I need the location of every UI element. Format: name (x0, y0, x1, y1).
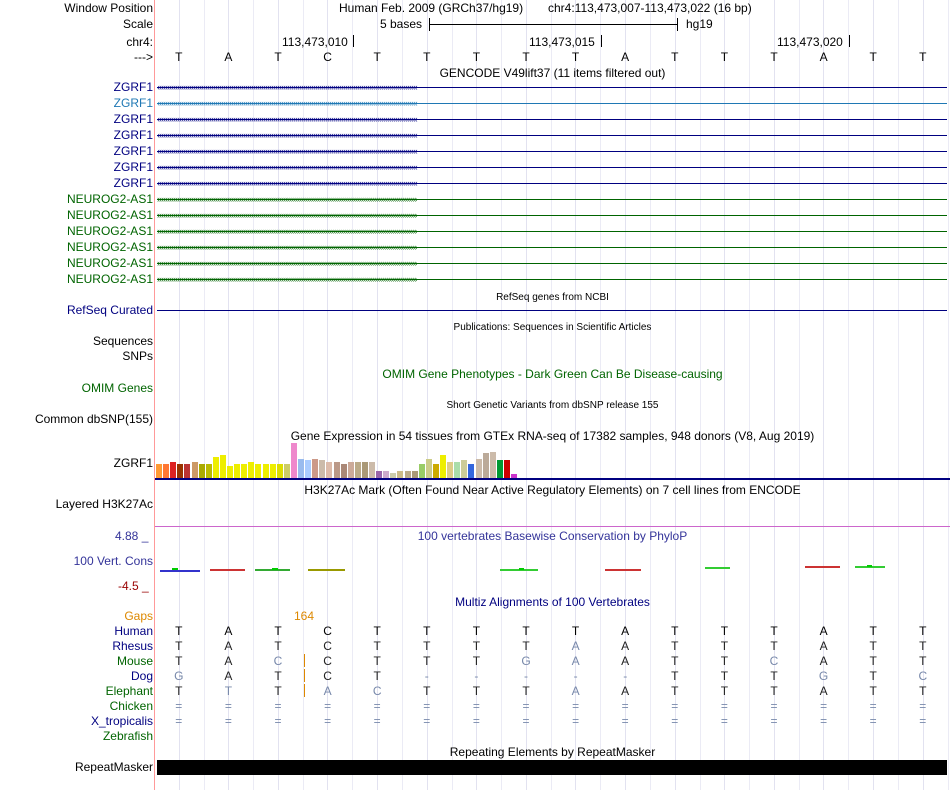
gtex-tissue-bar[interactable] (177, 464, 183, 478)
gtex-tissue-bar[interactable] (334, 462, 340, 478)
gtex-tissue-bar[interactable] (319, 460, 325, 478)
strand-arrows: ›››››››››››››››››››››››››››››››››››››››››››››››››››››››››››››››››››››››››››››››››››››››››››››››››››››››››››››››››››››››››››››››››› (157, 211, 417, 220)
gtex-tissue-bar[interactable] (213, 457, 219, 478)
aligned-base: T (869, 639, 877, 653)
aligned-base: T (770, 669, 778, 683)
aligned-base: C (323, 624, 332, 638)
gtex-tissue-bar[interactable] (291, 443, 297, 478)
gencode-gene-label[interactable]: ZGRF1 (113, 112, 153, 126)
aligned-base: T (472, 684, 481, 698)
scale-bar-left-tick (429, 18, 430, 31)
species-label[interactable]: Human (114, 624, 153, 638)
phylop-score-mark (605, 569, 641, 571)
aligned-base: = (423, 699, 431, 713)
gtex-tissue-bar[interactable] (341, 464, 347, 478)
aligned-base: = (373, 714, 381, 728)
phylop-score-mark (519, 568, 524, 570)
reference-base: T (522, 50, 530, 64)
coord-tick-mark (849, 35, 850, 47)
strand-arrows: ‹‹‹‹‹‹‹‹‹‹‹‹‹‹‹‹‹‹‹‹‹‹‹‹‹‹‹‹‹‹‹‹‹‹‹‹‹‹‹‹‹‹‹‹‹‹‹‹‹‹‹‹‹‹‹‹‹‹‹‹‹‹‹‹‹‹‹‹‹‹‹‹‹‹‹‹‹‹‹‹‹‹‹‹‹‹‹‹‹‹‹‹‹‹‹‹‹‹‹‹‹‹‹‹‹‹‹‹‹‹‹‹‹‹‹‹‹‹‹‹‹‹‹‹‹‹‹‹‹‹ (157, 131, 417, 140)
aligned-base: A (224, 669, 233, 683)
aligned-base: T (373, 654, 381, 668)
reference-base: T (919, 50, 927, 64)
reference-base: A (224, 50, 233, 64)
reference-base: A (621, 50, 630, 64)
gtex-tissue-bar[interactable] (497, 460, 503, 478)
aligned-base: T (720, 684, 729, 698)
aligned-base: A (571, 639, 580, 653)
gap-marker (304, 669, 305, 682)
gtex-tissue-bar[interactable] (227, 466, 233, 478)
aligned-base: - (524, 669, 528, 683)
reference-base: A (819, 50, 828, 64)
gtex-tissue-bar[interactable] (170, 462, 176, 478)
gtex-tissue-bar[interactable] (270, 464, 276, 478)
gtex-tissue-bar[interactable] (440, 455, 446, 478)
phylop-score-mark (160, 570, 200, 572)
gtex-tissue-bar[interactable] (376, 471, 382, 478)
aligned-base: A (323, 684, 332, 698)
species-label[interactable]: Rhesus (112, 639, 153, 653)
reference-base: T (671, 50, 679, 64)
aligned-base: - (623, 669, 628, 683)
scale-bar-right-tick (677, 18, 678, 31)
gtex-baseline (155, 478, 950, 480)
gtex-tissue-bar[interactable] (433, 464, 439, 478)
dbsnp-track-title[interactable]: Short Genetic Variants from dbSNP release 155 (446, 400, 659, 411)
gtex-tissue-bar[interactable] (419, 464, 425, 478)
strand-arrows: ›››››››››››››››››››››››››››››››››››››››››››››››››››››››››››››››››››››››››››››››››››››››››››››››››››››››››››››››››››››››››››››››››› (157, 275, 417, 284)
strand-arrows: ›››››››››››››››››››››››››››››››››››››››››››››››››››››››››››››››››››››››››››››››››››››››››››››››››››››››››››››››››››››››››››››››››› (157, 227, 417, 236)
aligned-base: T (274, 669, 282, 683)
aligned-base: G (818, 669, 829, 683)
scale-text: 5 bases (380, 17, 423, 31)
aligned-base: T (472, 624, 481, 638)
gtex-tissue-bar[interactable] (426, 459, 432, 478)
phylop-score-mark (805, 566, 840, 568)
sequences-label[interactable]: Sequences (92, 334, 153, 348)
aligned-base: G (521, 654, 531, 668)
aligned-base: = (472, 699, 480, 713)
aligned-base: T (373, 624, 381, 638)
strand-arrows: ‹‹‹‹‹‹‹‹‹‹‹‹‹‹‹‹‹‹‹‹‹‹‹‹‹‹‹‹‹‹‹‹‹‹‹‹‹‹‹‹‹‹‹‹‹‹‹‹‹‹‹‹‹‹‹‹‹‹‹‹‹‹‹‹‹‹‹‹‹‹‹‹‹‹‹‹‹‹‹‹‹‹‹‹‹‹‹‹‹‹‹‹‹‹‹‹‹‹‹‹‹‹‹‹‹‹‹‹‹‹‹‹‹‹‹‹‹‹‹‹‹‹‹‹‹‹‹‹‹‹ (157, 83, 417, 92)
aligned-base: = (175, 714, 183, 728)
aligned-base: T (274, 639, 282, 653)
aligned-base: T (869, 684, 877, 698)
aligned-base: T (919, 639, 927, 653)
aligned-base: A (224, 639, 233, 653)
gtex-tissue-bar[interactable] (490, 452, 496, 478)
aligned-base: T (869, 669, 877, 683)
gencode-gene-label[interactable]: NEUROG2-AS1 (66, 240, 153, 254)
aligned-base: = (522, 699, 530, 713)
reference-base: T (373, 50, 381, 64)
aligned-base: = (919, 714, 927, 728)
aligned-base: C (323, 654, 332, 668)
coord-tick: 113,473,010 (282, 35, 348, 49)
gtex-tissue-bar[interactable] (454, 462, 460, 478)
repeatmasker-label[interactable]: RepeatMasker (74, 760, 153, 774)
window-position-label: Window Position (64, 1, 153, 15)
aligned-base: = (572, 714, 580, 728)
gtex-tissue-bar[interactable] (468, 464, 474, 478)
strand-arrows: ›››››››››››››››››››››››››››››››››››››››››››››››››››››››››››››››››››››››››››››››››››››››››››››››››››››››››››››››››››››››››››››››››› (157, 195, 417, 204)
reference-base: T (472, 50, 481, 64)
aligned-base: = (869, 699, 877, 713)
phylop-score-mark (272, 568, 278, 570)
gtex-tissue-bar[interactable] (263, 464, 269, 478)
aligned-base: A (819, 624, 828, 638)
strand-arrow-label: ---> (134, 50, 153, 64)
aligned-base: A (571, 654, 580, 668)
reference-base: C (323, 50, 332, 64)
scale-db: hg19 (686, 17, 713, 31)
gtex-tissue-bar[interactable] (199, 464, 205, 478)
aligned-base: - (424, 669, 429, 683)
aligned-base: T (720, 654, 729, 668)
gencode-gene-label[interactable]: ZGRF1 (113, 80, 153, 94)
gtex-tissue-bar[interactable] (461, 460, 467, 478)
scale-bar (429, 24, 677, 25)
aligned-base: T (175, 639, 183, 653)
aligned-base: T (869, 654, 877, 668)
aligned-base: T (175, 654, 183, 668)
aligned-base: T (919, 684, 927, 698)
gtex-tissue-bar[interactable] (504, 460, 510, 478)
aligned-base: T (373, 639, 381, 653)
reference-base: T (770, 50, 778, 64)
publications-track-title[interactable]: Publications: Sequences in Scientific Articles (453, 322, 652, 333)
gtex-tissue-bar[interactable] (355, 462, 361, 478)
gtex-tissue-bar[interactable] (241, 464, 247, 478)
aligned-base: T (274, 684, 282, 698)
aligned-base: = (175, 699, 183, 713)
aligned-base: = (472, 714, 480, 728)
aligned-base: = (423, 714, 431, 728)
strand-arrows: ‹‹‹‹‹‹‹‹‹‹‹‹‹‹‹‹‹‹‹‹‹‹‹‹‹‹‹‹‹‹‹‹‹‹‹‹‹‹‹‹‹‹‹‹‹‹‹‹‹‹‹‹‹‹‹‹‹‹‹‹‹‹‹‹‹‹‹‹‹‹‹‹‹‹‹‹‹‹‹‹‹‹‹‹‹‹‹‹‹‹‹‹‹‹‹‹‹‹‹‹‹‹‹‹‹‹‹‹‹‹‹‹‹‹‹‹‹‹‹‹‹‹‹‹‹‹‹‹‹‹ (157, 163, 417, 172)
aligned-base: = (373, 699, 381, 713)
aligned-base: T (472, 639, 481, 653)
aligned-base: = (919, 699, 927, 713)
coord-tick: 113,473,015 (529, 35, 595, 49)
gaps-label: Gaps (124, 609, 153, 623)
aligned-base: T (522, 639, 530, 653)
aligned-base: T (373, 669, 381, 683)
aligned-base: A (621, 654, 630, 668)
aligned-base: = (224, 714, 232, 728)
phylop-label[interactable]: 100 Vert. Cons (73, 554, 153, 568)
aligned-base: T (770, 624, 778, 638)
gtex-tissue-bar[interactable] (234, 464, 240, 478)
aligned-base: C (918, 669, 928, 683)
dbsnp-label[interactable]: Common dbSNP(155) (34, 412, 153, 426)
gtex-tissue-bar[interactable] (326, 462, 332, 478)
chrom-label: chr4: (126, 35, 153, 49)
phylop-track-title[interactable]: 100 vertebrates Basewise Conservation by PhyloP (417, 529, 688, 543)
aligned-base: A (224, 654, 233, 668)
h3k27ac-signal-line (155, 526, 950, 527)
phylop-score-mark (867, 565, 872, 567)
aligned-base: C (273, 654, 283, 668)
aligned-base: T (770, 684, 778, 698)
species-label[interactable]: Chicken (109, 699, 153, 713)
aligned-base: A (621, 639, 630, 653)
repeatmasker-track-title[interactable]: Repeating Elements by RepeatMasker (449, 745, 656, 759)
aligned-base: T (423, 654, 431, 668)
aligned-base: T (869, 624, 877, 638)
assembly-name: Human Feb. 2009 (GRCh37/hg19) (339, 1, 524, 15)
aligned-base: T (423, 624, 431, 638)
multiz-track-title[interactable]: Multiz Alignments of 100 Vertebrates (455, 595, 650, 609)
reference-base: T (869, 50, 877, 64)
aligned-base: T (224, 684, 233, 698)
species-label[interactable]: Mouse (116, 654, 153, 668)
reference-base: T (423, 50, 431, 64)
gtex-tissue-bar[interactable] (156, 464, 162, 478)
aligned-base: = (572, 699, 580, 713)
aligned-base: T (671, 624, 679, 638)
aligned-base: C (323, 639, 332, 653)
gencode-track-title[interactable]: GENCODE V49lift37 (11 items filtered out) (439, 66, 666, 80)
gtex-tissue-bar[interactable] (369, 462, 375, 478)
coord-tick-mark (601, 35, 602, 47)
aligned-base: = (770, 699, 778, 713)
aligned-base: T (571, 624, 580, 638)
aligned-base: - (474, 669, 479, 683)
gencode-gene-label[interactable]: NEUROG2-AS1 (66, 224, 153, 238)
aligned-base: T (423, 684, 431, 698)
aligned-base: T (423, 639, 431, 653)
gtex-tissue-bar[interactable] (248, 462, 254, 478)
aligned-base: = (820, 714, 828, 728)
gap-marker (304, 684, 305, 697)
aligned-base: A (819, 654, 828, 668)
aligned-base: T (671, 639, 679, 653)
aligned-base: T (720, 624, 729, 638)
gtex-track-title[interactable]: Gene Expression in 54 tissues from GTEx RNA-seq of 17382 samples, 948 donors (V8, Aug 2019) (290, 429, 815, 443)
aligned-base: T (770, 639, 778, 653)
aligned-base: A (224, 624, 233, 638)
species-label[interactable]: X_tropicalis (90, 714, 153, 728)
refseq-gene-line[interactable] (157, 310, 947, 311)
coord-tick: 113,473,020 (777, 35, 843, 49)
aligned-base: = (820, 699, 828, 713)
gtex-tissue-bar[interactable] (163, 464, 169, 478)
aligned-base: = (274, 714, 282, 728)
gtex-tissue-bar[interactable] (476, 459, 482, 478)
gencode-gene-label[interactable]: ZGRF1 (113, 128, 153, 142)
position-range[interactable]: chr4:113,473,007-113,473,022 (16 bp) (548, 1, 752, 15)
refseq-label[interactable]: RefSeq Curated (66, 303, 153, 317)
aligned-base: = (869, 714, 877, 728)
gencode-gene-label[interactable]: ZGRF1 (113, 176, 153, 190)
aligned-base: C (323, 669, 332, 683)
phylop-min: -4.5 _ (118, 579, 149, 593)
aligned-base: A (571, 684, 580, 698)
repeatmasker-element[interactable] (157, 760, 947, 775)
phylop-score-mark (210, 569, 245, 571)
gtex-tissue-bar[interactable] (220, 455, 226, 478)
aligned-base: T (175, 684, 183, 698)
reference-base: T (571, 50, 580, 64)
phylop-score-mark (172, 568, 178, 570)
gtex-tissue-bar[interactable] (184, 464, 190, 478)
aligned-base: = (671, 699, 679, 713)
gtex-gene-label[interactable]: ZGRF1 (113, 456, 153, 470)
aligned-base: = (324, 714, 332, 728)
strand-arrows: ‹‹‹‹‹‹‹‹‹‹‹‹‹‹‹‹‹‹‹‹‹‹‹‹‹‹‹‹‹‹‹‹‹‹‹‹‹‹‹‹‹‹‹‹‹‹‹‹‹‹‹‹‹‹‹‹‹‹‹‹‹‹‹‹‹‹‹‹‹‹‹‹‹‹‹‹‹‹‹‹‹‹‹‹‹‹‹‹‹‹‹‹‹‹‹‹‹‹‹‹‹‹‹‹‹‹‹‹‹‹‹‹‹‹‹‹‹‹‹‹‹‹‹‹‹‹‹‹‹‹ (157, 179, 417, 188)
aligned-base: = (324, 699, 332, 713)
gtex-tissue-bar[interactable] (447, 462, 453, 478)
aligned-base: T (522, 624, 530, 638)
aligned-base: G (174, 669, 184, 683)
aligned-base: T (671, 684, 679, 698)
species-label[interactable]: Dog (130, 669, 153, 683)
h3k27ac-track-title[interactable]: H3K27Ac Mark (Often Found Near Active Regulatory Elements) on 7 cell lines from ENCODE (304, 483, 801, 497)
gencode-gene-label[interactable]: ZGRF1 (113, 96, 153, 110)
gtex-tissue-bar[interactable] (305, 460, 311, 478)
gap-marker (304, 654, 305, 667)
gtex-tissue-bar[interactable] (348, 462, 354, 478)
gencode-gene-label[interactable]: NEUROG2-AS1 (66, 272, 153, 286)
gencode-gene-label[interactable]: NEUROG2-AS1 (66, 208, 153, 222)
gencode-gene-label[interactable]: ZGRF1 (113, 160, 153, 174)
aligned-base: = (720, 699, 728, 713)
coord-tick-mark (353, 35, 354, 47)
gtex-tissue-bar[interactable] (312, 459, 318, 478)
strand-arrows: ›››››››››››››››››››››››››››››››››››››››››››››››››››››››››››››››››››››››››››››››››››››››››››››››››››››››››››››››››››››››››››››››››› (157, 243, 417, 252)
base-gridline (948, 0, 949, 790)
gencode-gene-label[interactable]: NEUROG2-AS1 (66, 192, 153, 206)
reference-base: T (274, 50, 282, 64)
aligned-base: = (621, 714, 629, 728)
aligned-base: T (919, 624, 927, 638)
aligned-base: T (720, 669, 729, 683)
species-label[interactable]: Zebrafish (102, 729, 153, 743)
gtex-tissue-bar[interactable] (483, 453, 489, 478)
gap-count: 164 (294, 609, 315, 623)
aligned-base: = (770, 714, 778, 728)
gtex-tissue-bar[interactable] (206, 464, 212, 478)
gtex-tissue-bar[interactable] (192, 462, 198, 478)
reference-base: T (175, 50, 183, 64)
snps-label[interactable]: SNPs (122, 349, 153, 363)
aligned-base: A (819, 639, 828, 653)
aligned-base: A (621, 624, 630, 638)
gtex-tissue-bar[interactable] (383, 471, 389, 478)
gencode-gene-label[interactable]: ZGRF1 (113, 144, 153, 158)
strand-arrows: ‹‹‹‹‹‹‹‹‹‹‹‹‹‹‹‹‹‹‹‹‹‹‹‹‹‹‹‹‹‹‹‹‹‹‹‹‹‹‹‹‹‹‹‹‹‹‹‹‹‹‹‹‹‹‹‹‹‹‹‹‹‹‹‹‹‹‹‹‹‹‹‹‹‹‹‹‹‹‹‹‹‹‹‹‹‹‹‹‹‹‹‹‹‹‹‹‹‹‹‹‹‹‹‹‹‹‹‹‹‹‹‹‹‹‹‹‹‹‹‹‹‹‹‹‹‹‹‹‹‹ (157, 115, 417, 124)
aligned-base: = (671, 714, 679, 728)
gtex-tissue-bar[interactable] (255, 464, 261, 478)
aligned-base: T (919, 654, 927, 668)
gtex-tissue-bar[interactable] (298, 459, 304, 478)
species-label[interactable]: Elephant (105, 684, 153, 698)
aligned-base: T (472, 654, 481, 668)
reference-base: T (720, 50, 729, 64)
h3k27ac-label[interactable]: Layered H3K27Ac (55, 497, 153, 511)
phylop-max: 4.88 _ (115, 529, 149, 543)
gtex-tissue-bar[interactable] (284, 464, 290, 478)
aligned-base: = (522, 714, 530, 728)
refseq-track-title[interactable]: RefSeq genes from NCBI (496, 292, 609, 303)
aligned-base: C (372, 684, 382, 698)
aligned-base: T (274, 624, 282, 638)
omim-track-title[interactable]: OMIM Gene Phenotypes - Dark Green Can Be Disease-causing (382, 367, 723, 381)
aligned-base: = (274, 699, 282, 713)
aligned-base: T (671, 669, 679, 683)
aligned-base: = (720, 714, 728, 728)
aligned-base: = (621, 699, 629, 713)
aligned-base: T (671, 654, 679, 668)
phylop-score-mark (308, 569, 345, 571)
aligned-base: T (720, 639, 729, 653)
strand-arrows: ‹‹‹‹‹‹‹‹‹‹‹‹‹‹‹‹‹‹‹‹‹‹‹‹‹‹‹‹‹‹‹‹‹‹‹‹‹‹‹‹‹‹‹‹‹‹‹‹‹‹‹‹‹‹‹‹‹‹‹‹‹‹‹‹‹‹‹‹‹‹‹‹‹‹‹‹‹‹‹‹‹‹‹‹‹‹‹‹‹‹‹‹‹‹‹‹‹‹‹‹‹‹‹‹‹‹‹‹‹‹‹‹‹‹‹‹‹‹‹‹‹‹‹‹‹‹‹‹‹‹ (157, 99, 417, 108)
gtex-tissue-bar[interactable] (405, 471, 411, 478)
aligned-base: T (175, 624, 183, 638)
aligned-base: C (769, 654, 779, 668)
gtex-tissue-bar[interactable] (277, 464, 283, 478)
omim-label[interactable]: OMIM Genes (81, 381, 153, 395)
gtex-tissue-bar[interactable] (397, 471, 403, 478)
strand-arrows: ‹‹‹‹‹‹‹‹‹‹‹‹‹‹‹‹‹‹‹‹‹‹‹‹‹‹‹‹‹‹‹‹‹‹‹‹‹‹‹‹‹‹‹‹‹‹‹‹‹‹‹‹‹‹‹‹‹‹‹‹‹‹‹‹‹‹‹‹‹‹‹‹‹‹‹‹‹‹‹‹‹‹‹‹‹‹‹‹‹‹‹‹‹‹‹‹‹‹‹‹‹‹‹‹‹‹‹‹‹‹‹‹‹‹‹‹‹‹‹‹‹‹‹‹‹‹‹‹‹‹ (157, 147, 417, 156)
gencode-gene-label[interactable]: NEUROG2-AS1 (66, 256, 153, 270)
aligned-base: T (522, 684, 530, 698)
aligned-base: = (224, 699, 232, 713)
strand-arrows: ›››››››››››››››››››››››››››››››››››››››››››››››››››››››››››››››››››››››››››››››››››››››››››››››››››››››››››››››››››››››››››››››››› (157, 259, 417, 268)
gtex-tissue-bar[interactable] (412, 471, 418, 478)
aligned-base: A (819, 684, 828, 698)
gtex-tissue-bar[interactable] (362, 462, 368, 478)
phylop-score-mark (705, 567, 730, 569)
scale-label: Scale (122, 17, 153, 31)
aligned-base: A (621, 684, 630, 698)
aligned-base: - (573, 669, 578, 683)
